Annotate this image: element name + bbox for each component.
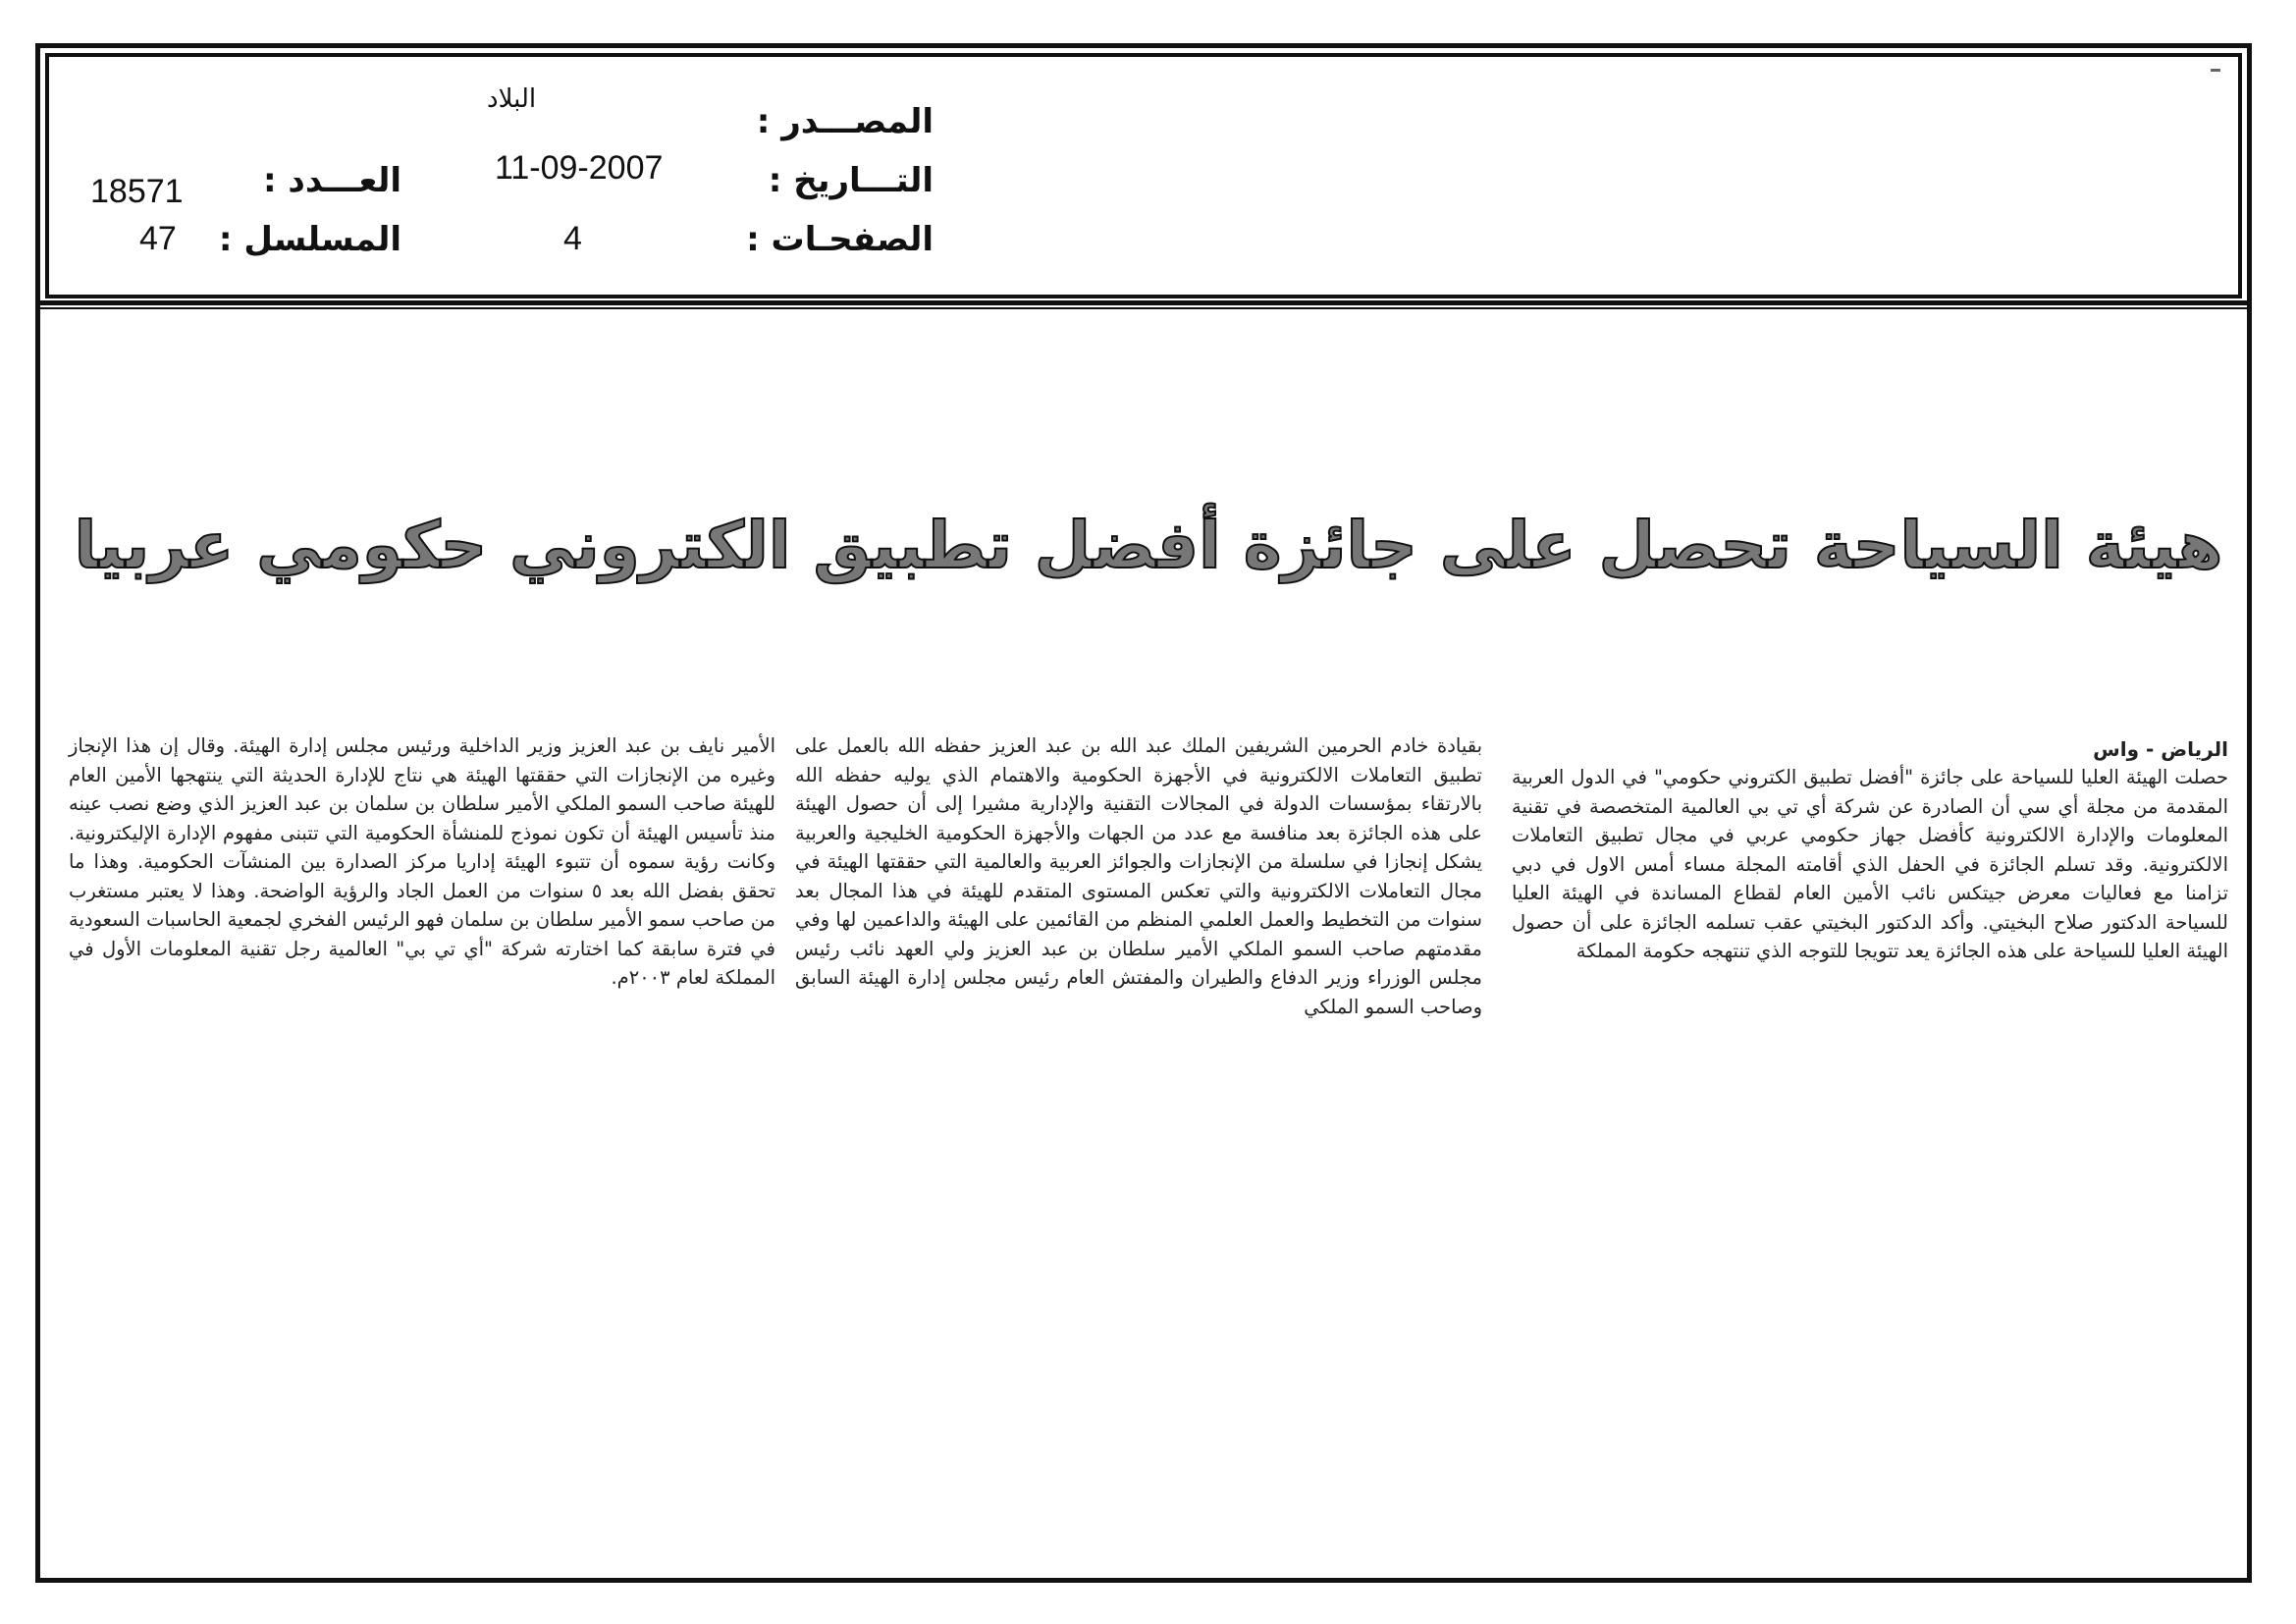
- source-label: المصـــدر :: [756, 102, 934, 141]
- article-dateline: الرياض - واس: [2093, 737, 2228, 761]
- header-divider-thin: [35, 307, 2252, 309]
- date-label: التـــاريخ :: [768, 161, 934, 200]
- article-column-1-text: حصلت الهيئة العليا للسياحة على جائزة "أفضل تطبيق الكتروني حكومي" في الدول العربية المقدمة من مجلة أي سي أن الصادرة عن شركة أي تي بي العالمية المتخصصة في تقنية المعلومات والإدارة الالكترونية كأفضل جهاز حكومي عربي في مجال تطبيق التعاملات الالكترونية. وقد تسلم الجائزة في الحفل الذي أقامته المجلة مساء أمس الاول في دبي تزامنا مع فعاليات معرض جيتكس نائب الأمين العام لقطاع المساندة في الهيئة العليا للسياحة الدكتور صلاح البخيتي. وأكد الدكتور البخيتي عقب تسلمه الجائزة على أن حصول الهيئة العليا للسياحة على هذه الجائزة يعد تتويجا للتوجه الذي تنتهجه حكومة المملكة: [1512, 766, 2228, 962]
- source-value: البلاد: [487, 84, 537, 114]
- article-column-left: [69, 731, 775, 993]
- pages-label: الصفحـات :: [746, 220, 934, 259]
- issue-value: 18571: [90, 173, 184, 210]
- article-headline: هيئة السياحة تحصل على جائزة أفضل تطبيق الكتروني حكومي عربيا: [74, 508, 2223, 583]
- article-column-2-text: بقيادة خادم الحرمين الشريفين الملك عبد الله بن عبد العزيز حفظه الله بالعمل على تطبيق التعاملات الالكترونية في الأجهزة الحكومية والاهتمام الذي يوليه حفظه الله بالارتقاء بمؤسسات الدولة في المجالات التقنية والإدارية مشيرا إلى أن حصول الهيئة على هذه الجائزة بعد منافسة مع عدد من الجهات والأجهزة الحكومية الخليجية والعربية يشكل إنجازا في سلسلة من الإنجازات والجوائز العربية والعالمية التي حققتها الهيئة في مجال التعاملات الالكترونية والتي تعكس المستوى المتقدم للهيئة في هذا المجال بعد سنوات من التخطيط والعمل العلمي المنظم من القائمين على الهيئة والداعمين لها وفي مقدمتهم صاحب السمو الملكي الأمير سلطان بن عبد العزيز ولي العهد نائب رئيس مجلس الوزراء وزير الدفاع والطيران والمفتش العام رئيس مجلس إدارة الهيئة السابق وصاحب السمو الملكي: [795, 734, 1482, 1018]
- pages-value: 4: [563, 220, 582, 257]
- article-column-3-text: الأمير نايف بن عبد العزيز وزير الداخلية ورئيس مجلس إدارة الهيئة. وقال إن هذا الإنجاز وغيره من الإنجازات التي حققتها الهيئة هي نتاج للإدارة الحديثة التي ينتهجها الأمين العام للهيئة صاحب السمو الملكي الأمير سلطان بن سلمان بن عبد العزيز الذي وضع نصب عينه منذ تأسيس الهيئة أن تكون نموذج للمنشأة الحكومية التي تتبنى مفهوم الإدارة الإليكترونية. وكانت رؤية سموه أن تتبوء الهيئة إداريا مركز الصدارة بين المنشآت الحكومية. وهذا ما تحقق بفضل الله بعد ٥ سنوات من العمل الجاد والرؤية الواضحة. وهذا لا يعتبر مستغرب من صاحب سمو الأمير سلطان بن سلمان فهو الرئيس الفخري لجمعية الحاسبات السعودية في فترة سابقة كما اختارته شركة "أي تي بي" العالمية رجل تقنية المعلومات الأول في المملكة لعام ٢٠٠٣م.: [69, 734, 775, 989]
- article-column-right: [1512, 731, 2228, 966]
- serial-label: المسلسل :: [218, 220, 401, 259]
- date-value: 11-09-2007: [495, 149, 664, 187]
- serial-value: 47: [139, 220, 177, 257]
- corner-mark: [2211, 69, 2220, 72]
- issue-label: العـــدد :: [263, 161, 401, 200]
- article-column-middle: [795, 731, 1482, 1021]
- header-divider: [35, 300, 2252, 305]
